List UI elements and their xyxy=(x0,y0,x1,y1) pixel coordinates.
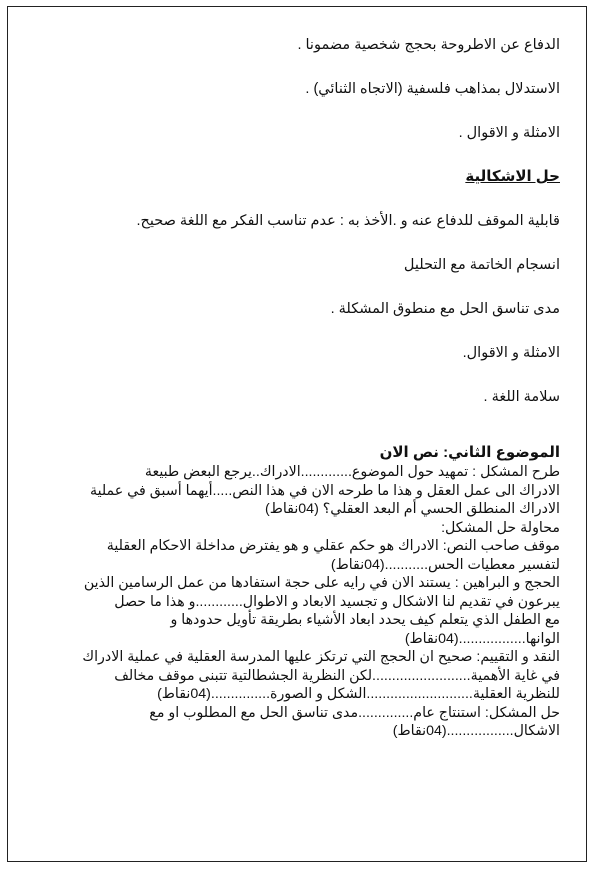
criteria-line: الدفاع عن الاطروحة بحجج شخصية مضمونا . xyxy=(297,37,560,53)
subject-two-body xyxy=(40,463,560,741)
body-line: حل المشكل: استنتاج عام..............مدى تناسق الحل مع المطلوب او مع xyxy=(149,704,560,721)
criteria-line: الاستدلال بمذاهب فلسفية (الاتجاه الثنائي) . xyxy=(305,81,560,97)
solution-heading: حل الاشكالية xyxy=(465,168,560,185)
body-line: مع الطفل الذي يتعلم كيف يحدد ابعاد الأشياء بطريقة تأويل حدودها و xyxy=(170,612,560,628)
criteria-line: الامثلة و الاقوال . xyxy=(458,125,560,141)
criteria-line: الامثلة و الاقوال. xyxy=(462,345,560,361)
body-line: محاولة حل المشكل: xyxy=(441,519,560,536)
body-line: للنظرية العقلية...........................الشكل و الصورة...............(04نقاط) xyxy=(157,686,560,702)
body-line: موقف صاحب النص: الادراك هو حكم عقلي و هو يفترض مداخلة الاحكام العقلية xyxy=(106,538,560,554)
criteria-line: انسجام الخاتمة مع التحليل xyxy=(403,257,560,273)
body-line: لتفسير معطيات الحس...........(04نقاط) xyxy=(330,556,560,573)
body-line: طرح المشكل : تمهيد حول الموضوع.............الادراك..يرجع البعض طبيعة xyxy=(144,464,560,480)
criteria-line: قابلية الموقف للدفاع عنه و .الأخذ به : عدم تناسب الفكر مع اللغة صحيح. xyxy=(136,213,560,229)
body-line: الاشكال.................(04نقاط) xyxy=(392,723,560,739)
body-line: الادراك الى عمل العقل و هذا ما طرحه الان في هذا النص.....أيهما أسبق في عملية xyxy=(89,482,560,499)
body-line: يبرعون في تقديم لنا الاشكال و تجسيد الابعاد و الاطوال............و هذا ما حصل xyxy=(114,593,560,610)
exam-page xyxy=(7,6,587,862)
body-line: الادراك المنطلق الحسي أم البعد العقلي؟ (04نقاط) xyxy=(264,501,560,517)
body-line: الحجج و البراهين : يستند الان في رايه على حجة استفادها من عمل الرسامين الذين xyxy=(83,575,560,591)
criteria-line: سلامة اللغة . xyxy=(483,389,560,405)
body-line: في غاية الأهمية.........................لكن النظرية الجشطالتية تتبنى موقف مخالف xyxy=(114,667,560,684)
criteria-line: مدى تناسق الحل مع منطوق المشكلة . xyxy=(330,301,560,317)
page-content xyxy=(40,35,560,741)
body-line: الوانها.................(04نقاط) xyxy=(404,630,560,647)
subject-two-title: الموضوع الثاني: نص الان xyxy=(379,444,560,461)
body-line: النقد و التقييم: صحيح ان الحجج التي ترتكز عليها المدرسة العقلية في عملية الادراك xyxy=(82,649,560,665)
